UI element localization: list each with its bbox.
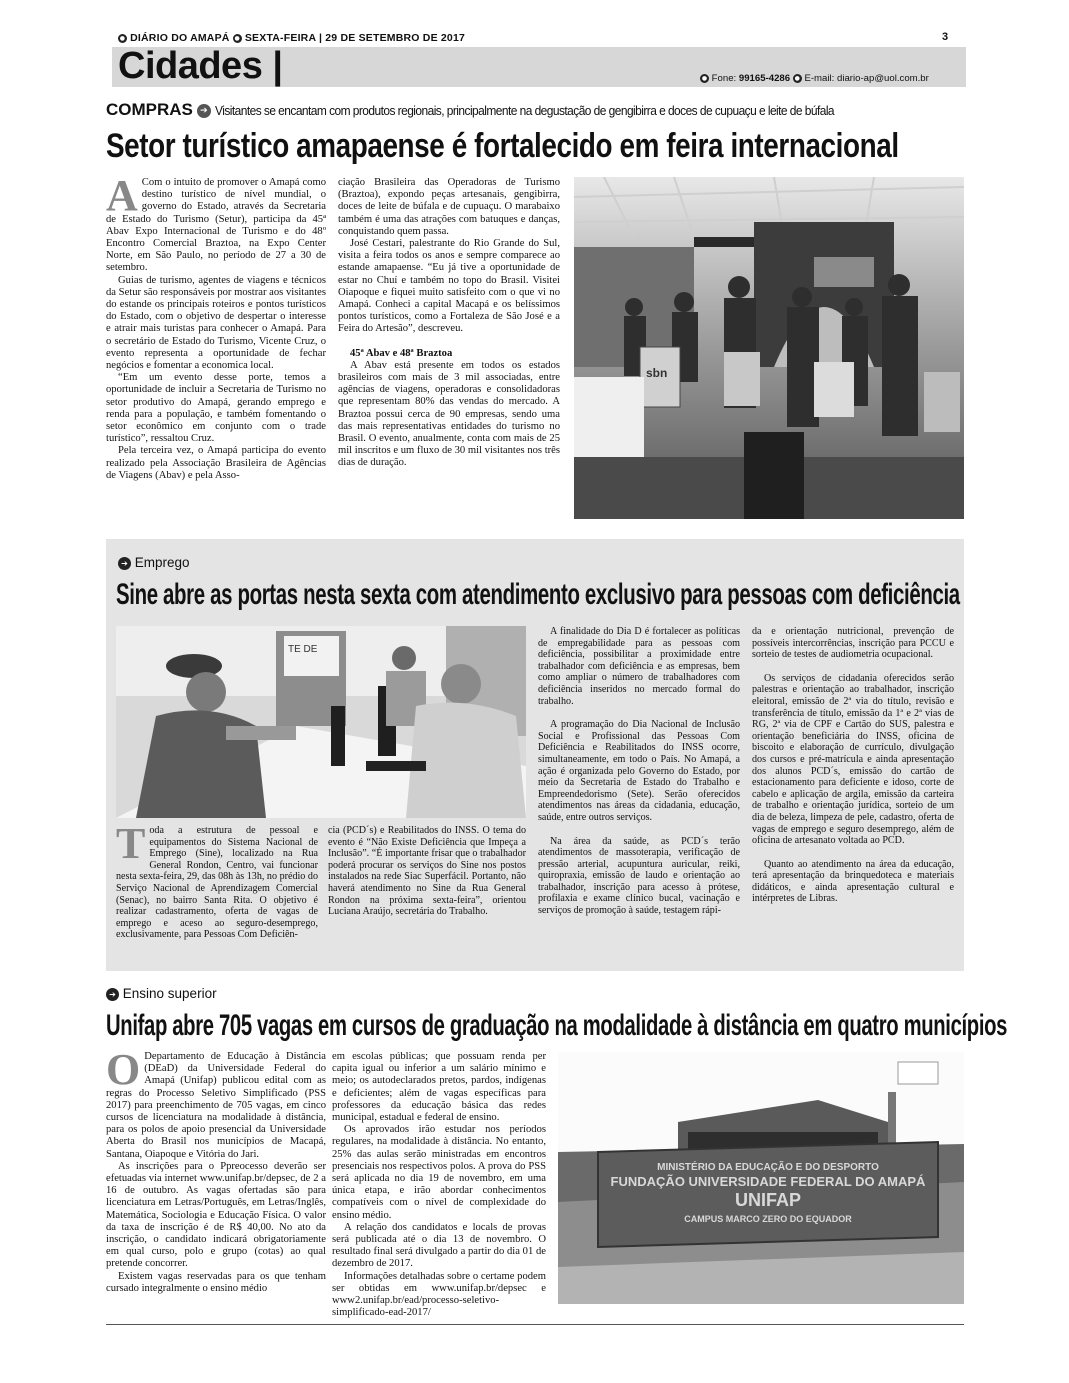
email-label: E-mail: — [804, 73, 835, 84]
contact-line — [700, 73, 929, 84]
article1-kicker-line — [106, 100, 966, 120]
article2-dropcap: T — [116, 819, 146, 868]
article3-column-2 — [332, 1051, 546, 1319]
fair-stand-photo — [574, 177, 964, 519]
email-icon: ● — [794, 74, 800, 82]
paragraph: José Cestari, palestrante do Rio Grande do Sul, visita a feira todos os anos e sempre comparece ao estande amapaense. “Eu já tive a oportunidade de estar no Chuí e também no topo do Brasil. Visitei Oiapoque e fiquei muito satisfeito com o que vi no Amapá. Conheci a capital Macapá e os belíssimos pontos turísticos, como a Fortaleza de São José e a Feira do Artesão”, descreveu. — [338, 238, 560, 335]
article1-kicker: COMPRAS — [106, 100, 193, 119]
weekday: SEXTA-FEIRA — [244, 32, 316, 44]
paragraph: Existem vagas reservadas para os que tenham cursado integralmente o ensino médio — [106, 1270, 326, 1294]
paragraph: “Em um evento desse porte, temos a oportunidade de incluir a Secretaria de Turismo no setor produtivo do Amapá, gerando emprego e renda para a população, e também fomentando o setor econômico em conjunto com o trade turístico”, ressaltou Cruz. — [106, 372, 326, 445]
paragraph: oda a estrutura de pessoal e equipamentos do Sistema Nacional de Emprego (Sine), localizado na Rua General Rondon, Centro, vai funcionar nesta sexta-feira, 29, das 08h às 13h, no prédio do Serviço Nacional de Aprendizagem Comercial (Senac), no bairro Santa Rita. O objetivo é realizar cadastramento, oferta de vagas de emprego e aceso ao seguro-desemprego, exclusivamente, para Pessoas Com Deficiên- — [116, 825, 318, 941]
article3-column-1 — [106, 1045, 326, 1295]
sign-line-2: FUNDAÇÃO UNIVERSIDADE FEDERAL DO AMAPÁ — [610, 1174, 926, 1189]
article1-column-2 — [338, 177, 560, 470]
article3-kicker — [106, 986, 217, 1001]
phone-icon: ● — [701, 74, 708, 82]
article3-dropcap: O — [106, 1045, 141, 1094]
paragraph: Os aprovados irão estudar nos períodos regulares, na modalidade à distância. No entanto, 25% das aulas serão ministradas em encontros presenciais nos respectivos polos. A prova do PSS será aplicada no dia 19 de novembro, em uma única etapa, e irão abordar conhecimentos compatíveis com o nível de complexidade do ensino médio. — [332, 1124, 546, 1221]
paragraph: Os serviços de cidadania oferecidos serão palestras e orientação ao trabalhador, inscrição eleitoral, emissão de 2ª via do título, revisão e transferência de título, emissão da 1ª e 2ª vias de RG, 2ª via de CPF e Cartão do SUS, palestra e orientação beneficiária do INSS, oficina de biscoito e elaboração de currículo, divulgação dos cursos e pré-matrícula e ainda apresentação dos alunos PCD´s, emissão do cartão de estacionamento para deficiente e idoso, corte de cabelo e aplicação de argila, emissão da carteira de trabalho e orientação jurídica, sorteio de um dia de beleza, limpeza de pele, cadastro, oferta de vagas de emprego e seguro desemprego, além de oficina de artesanato voltada ao PCD. — [752, 672, 954, 847]
article2-headline: Sine abre as portas nesta sexta com atendimento exclusivo para pessoas com deficiência — [116, 578, 960, 611]
page-number: 3 — [942, 31, 949, 43]
phone-number: 99165-4286 — [738, 73, 791, 84]
day-bullet-icon: ● — [234, 34, 240, 42]
ensino-arrow-icon: ➔ — [106, 988, 119, 1001]
unifap-sign-photo — [558, 1052, 964, 1304]
article3-headline: Unifap abre 705 vagas em cursos de graduação na modalidade à distância em quatro municípios — [106, 1009, 1008, 1042]
phone-label: Fone: — [711, 73, 737, 84]
article1-dropcap: A — [106, 171, 138, 220]
date: 29 DE SETEMBRO DE 2017 — [325, 32, 466, 44]
article2-kicker — [118, 555, 190, 570]
paragraph: Informações detalhadas sobre o certame podem ser obtidas em www.unifap.br/depsec e www2.unifap.br/ead/processo-seletivo-simplificado-ead-2017/ — [332, 1270, 546, 1319]
article2-column-2 — [328, 825, 526, 918]
paragraph: da e orientação nutricional, prevenção de possíveis intercorrências, inscrição para PCCU e sorteio de testes de audiometria ocupacional. — [752, 626, 954, 661]
emprego-arrow-icon: ➔ — [118, 557, 131, 570]
paragraph: A finalidade do Dia D é fortalecer as políticas de empregabilidade para as pessoas com deficiência, possibilitar a proximidade entre trabalhador com deficiência e as empresas, bem como ampliar o número de trabalhadores com deficiência inseridos no mercado formal do trabalho. — [538, 626, 740, 707]
kicker-arrow-icon: ➔ — [197, 104, 211, 118]
paragraph: Guias de turismo, agentes de viagens e técnicos da Setur são responsáveis por mostrar aos visitantes do estande os principais roteiros e pontos turísticos do Estado, com o objetivo de despertar o interesse e atrair mais turistas para conhecer o Amapá. Para o secretário de Estado do Turismo, Vicente Cruz, o evento representa a oportunidade de fechar negócios e fomentar a economica local. — [106, 274, 326, 372]
sign-line-3: UNIFAP — [734, 1190, 802, 1210]
paragraph: Departamento de Educação à Distância (DEaD) da Universidade Federal do Amapá (Unifap) publicou edital com as regras do Processo Seletivo Simplificado (PSS 2017) para preenchimento de 705 vagas, em cinco cursos de licenciatura na modalidade à distância, para os polos de apoio presencial da Universidade Aberta do Brasil nos municípios de Macapá, Santana, Oiapoque e Vitória do Jari. — [106, 1051, 326, 1160]
article2-kicker-text: Emprego — [134, 555, 190, 570]
paragraph: A programação do Dia Nacional de Inclusão Social e Profissional das Pessoas Com Deficiência e Reabilitados do INSS ocorre, simultaneamente, em todo o País. No Amapá, a ação é organizada pelo Governo do Estado, por meio da Secretaria de Estado do Trabalho e Empreendedorismo (Sete). Serão oferecidos atendimentos nas áreas da cidadania, educação, saúde, entre outros serviços. — [538, 719, 740, 823]
article2-column-1 — [116, 819, 318, 941]
paragraph: Quanto ao atendimento na área da educação, terá apresentação da brinquedoteca e materiais didáticos, e ainda apresentação cultural e intérpretes de Libras. — [752, 858, 954, 905]
sine-banner-text: TE DE — [288, 644, 318, 655]
bottom-rule — [106, 1324, 964, 1325]
sign-line-1: MINISTÉRIO DA EDUCAÇÃO E DO DESPORTO — [657, 1162, 879, 1173]
paragraph: As inscrições para o Ppreocesso deverão ser efetuadas via internet www.unifap.br/depsec, de 2 a 16 de outubro. As vagas ofertadas são para licenciatura em Letras/Português, em Letras/Inglês, Matemática, Sociologia e Educação Física. O valor da taxa de inscrição é de R$ 40,00. No ato da inscrição, o candidato indicará obrigatoriamente em qual curso, polo e grupo (cotas) ao qual pretende concorrer. — [106, 1160, 326, 1270]
article2-column-4 — [752, 626, 954, 905]
paragraph: ciação Brasileira das Operadoras de Turismo (Braztoa), expondo peças artesanais, gengibirra, doces de leite de búfala e de cupuaçu. O marabaixo também é uma das atrações com batuques e danças, conquistando quem passa. — [338, 177, 560, 237]
article1-subtitle: Visitantes se encantam com produtos regionais, principalmente na degustação de gengibirra e doces de cupuaçu e leite de búfala — [214, 103, 834, 118]
masthead-bullet-icon: ● — [119, 34, 126, 42]
email-address: diario-ap@uol.com.br — [836, 73, 929, 84]
shop-bag-text: sbn — [646, 366, 668, 380]
masthead: DIÁRIO DO AMAPÁ — [130, 32, 230, 44]
paragraph: cia (PCD´s) e Reabilitados do INSS. O tema do evento é “Não Existe Deficiência que Impeça a Inclusão”. “É importante frisar que o trabalhador poderá procurar os serviços do Sine nos postos instalados na rede Siac Superfácil. Portanto, não haverá atendimento no Sine da Rua General Rondon na próxima sexta-feira”, orientou Luciana Araújo, secretária do Trabalho. — [328, 825, 526, 918]
paragraph: Com o intuito de promover o Amapá como destino turístico de nível mundial, o governo do Estado, através da Secretaria de Estado do Turismo (Setur), participa da 45ª Abav Expo Internacional de Turismo e do 48º Encontro Comercial Braztoa, na Expo Center Norte, em São Paulo, no período de 27 a 30 de setembro. — [106, 177, 326, 274]
article1-column-1 — [106, 171, 326, 482]
sine-office-photo — [116, 626, 526, 818]
article3-kicker-text: Ensino superior — [122, 986, 217, 1001]
article1-headline: Setor turístico amapaense é fortalecido em feira internacional — [106, 127, 899, 165]
header-dateline: ● DIÁRIO DO AMAPÁ ● SEXTA-FEIRA | 29 DE SETEMBRO DE 2017 — [119, 32, 466, 44]
paragraph: A Abav está presente em todos os estados brasileiros com mais de 3 mil associadas, entre agências de viagens, operadoras e consolidadoras que representam 80% das vendas do mercado. A Braztoa possui cerca de 90 empresas, sendo uma das mais representativas entidades do turismo no Brasil. O evento, anualmente, conta com mais de 25 mil inscritos e um fluxo de 30 mil visitantes nos três dias de duração. — [338, 359, 560, 469]
article2-column-3 — [538, 626, 740, 917]
paragraph: Na área da saúde, as PCD´s terão atendimentos de massoterapia, verificação de pressão arterial, acupuntura auricular, reiki, quiropraxia, emissão de laudo e orientação ao trabalhador, inscrição para acesso à prótese, profilaxia e exame clínico bucal, vacinação e serviços de promoção à saúde, testagem rápi- — [538, 835, 740, 917]
sign-line-4: CAMPUS MARCO ZERO DO EQUADOR — [684, 1214, 852, 1224]
article1-subhead: 45ª Abav e 48ª Braztoa — [350, 347, 453, 359]
section-title: Cidades | — [118, 45, 283, 87]
paragraph: A relação dos candidatos e locals de provas será publicada até o dia 13 de novembro. O resultado final será divulgado a partir do dia 01 de dezembro de 2017. — [332, 1221, 546, 1270]
paragraph: Pela terceira vez, o Amapá participa do evento realizado pela Associação Brasileira de Agências de Viagens (Abav) e pela Asso- — [106, 445, 326, 481]
paragraph: em escolas públicas; que possuam renda per capita igual ou inferior a um salário mínimo e meio; os autodeclarados pretos, pardos, indígenas e deficientes; além de vagas específicas para professores da educação básica das redes municipal, estadual e federal de ensino. — [332, 1051, 546, 1124]
